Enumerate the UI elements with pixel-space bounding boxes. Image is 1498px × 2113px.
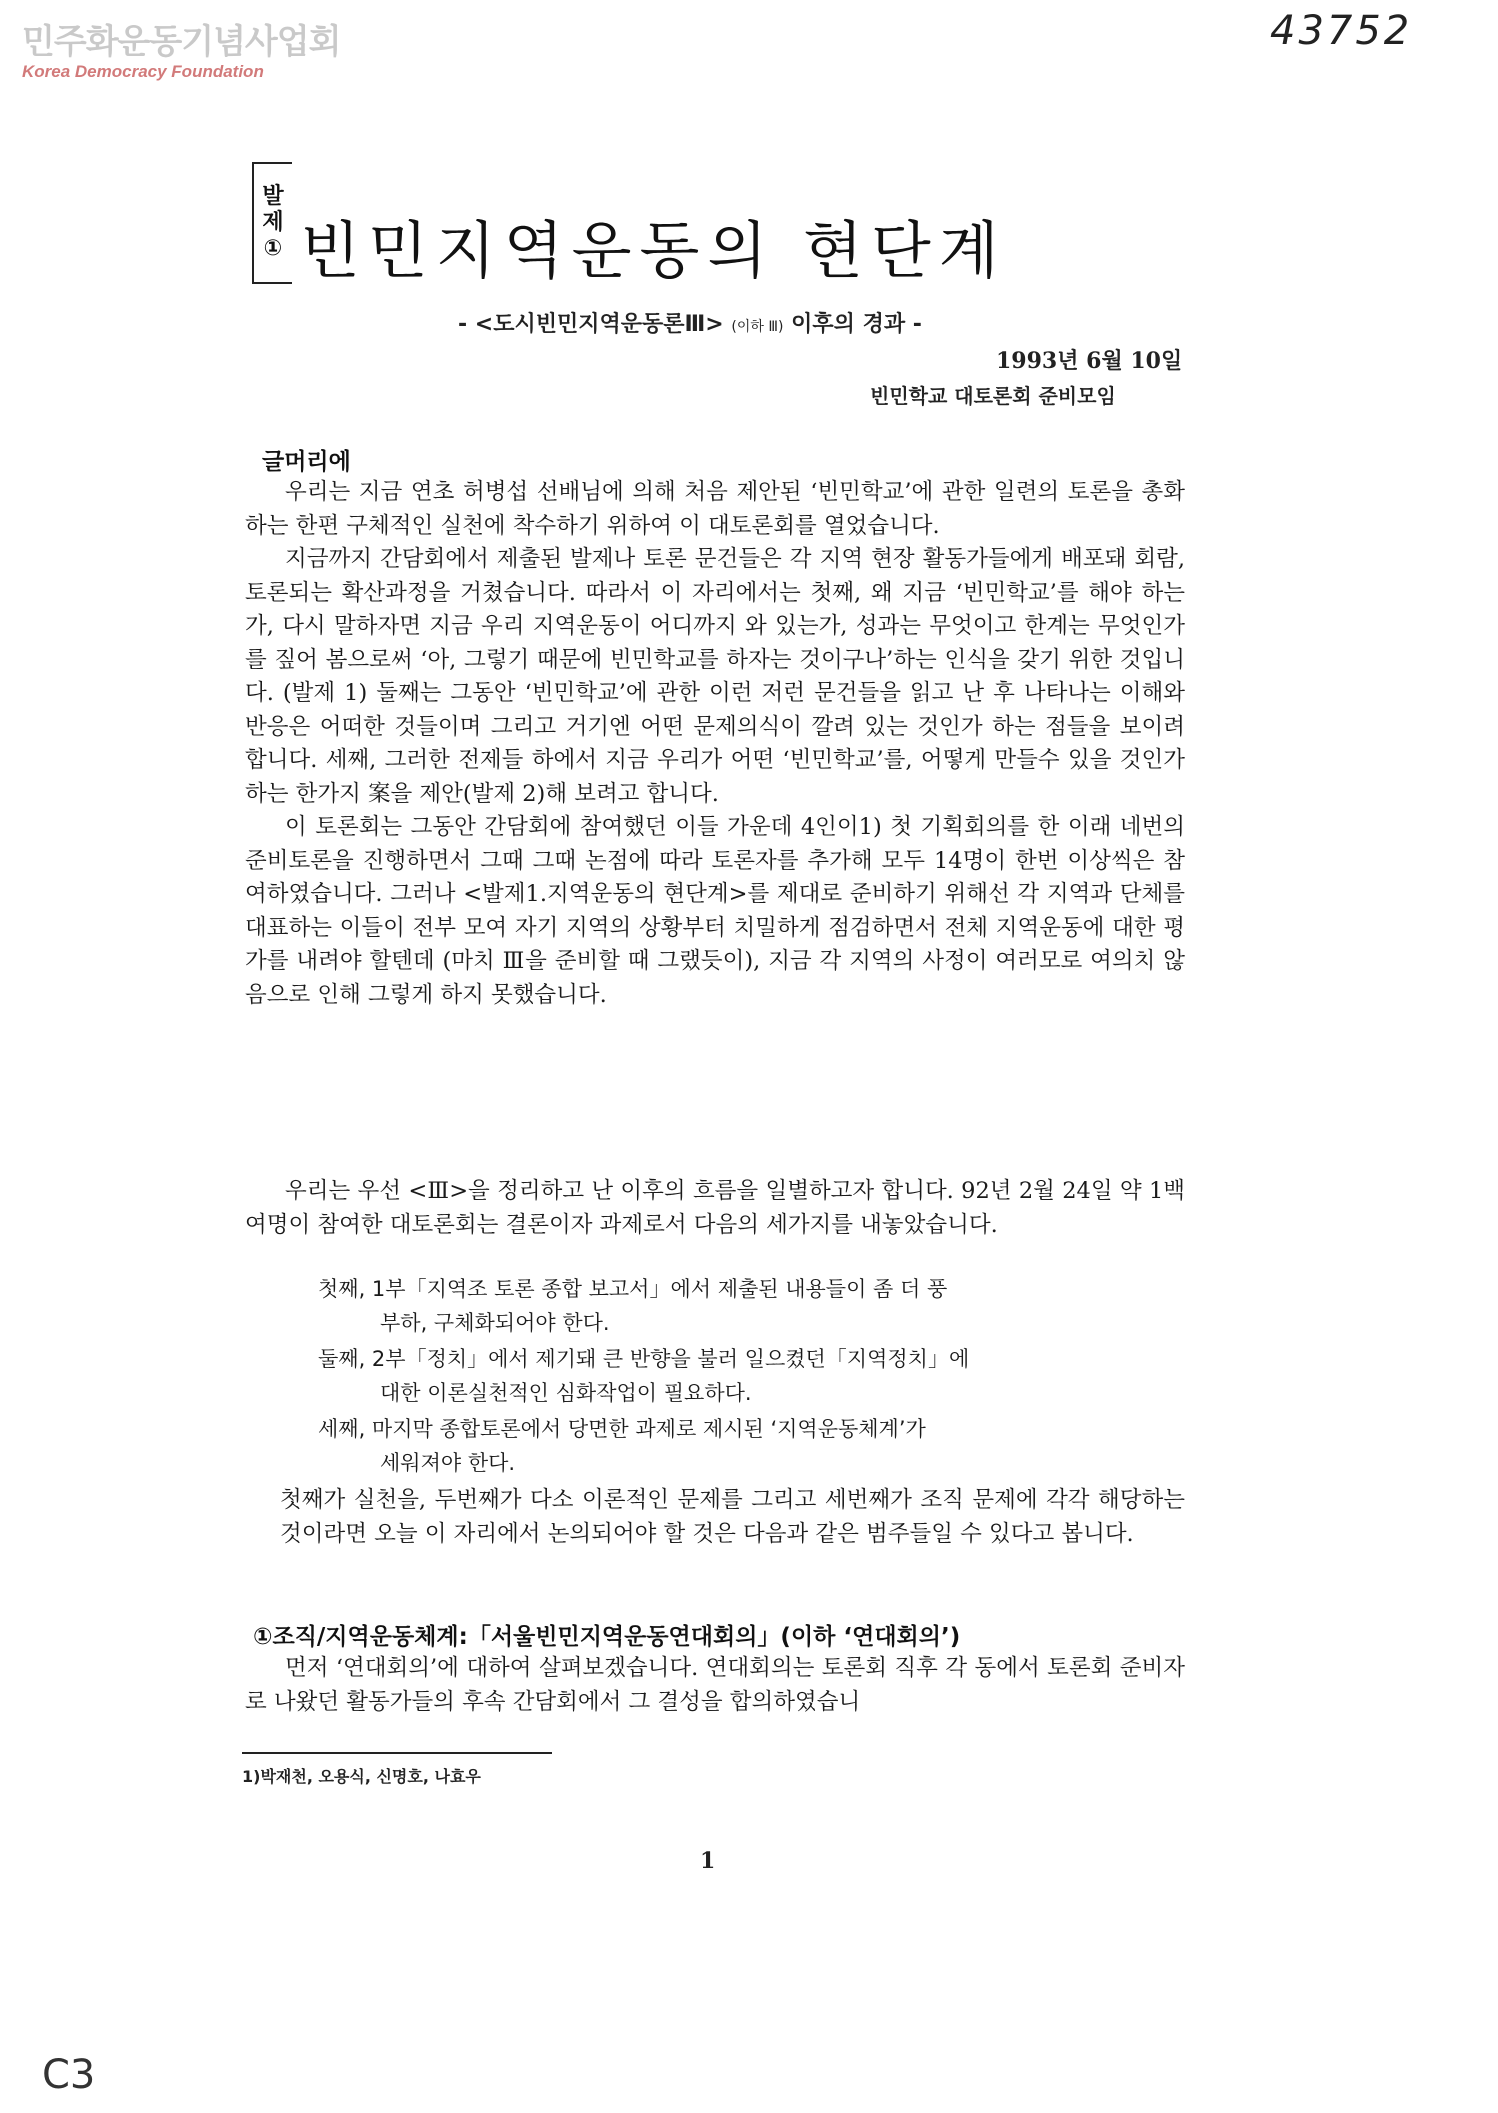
label-char: 발 [262,184,284,209]
list-item-rest: 부하, 구체화되어야 한다. [380,1311,610,1335]
paragraph: 먼저 ‘연대회의’에 대하여 살펴보겠습니다. 연대회의는 토론회 직후 각 동에서 토론회 준비자로 나왔던 활동가들의 후속 간담회에서 그 결성을 합의하였습니 [245,1655,1185,1715]
document-organization: 빈민학교 대토론회 준비모임 [870,384,1116,408]
list-item-rest: 세워져야 한다. [380,1451,516,1475]
footnote: 1)박재천, 오용식, 신명호, 나효우 [242,1767,481,1786]
section-flow-conclusion [280,1484,1185,1551]
page-number: 1 [700,1848,716,1874]
section-intro-body [245,476,1185,1012]
label-char: ① [263,236,283,261]
list-item [318,1342,1178,1410]
document-title: 빈민지역운동의 현단계 [300,214,1007,287]
section-heading-organization: ①조직/지역운동체계:「서울빈민지역운동연대회의」(이하 ‘연대회의’) [253,1624,961,1650]
subtitle-end: 이후의 경과 - [791,312,922,337]
paragraph: 이 토론회는 그동안 간담회에 참여했던 이들 가운데 4인이1) 첫 기획회의를 한 이래 네번의 준비토론을 진행하면서 그때 그때 논점에 따라 토론자를 추가해 모두 14명이 한번 이상씩은 참여하였습니다. 그러나 <발제1.지역운동의 현단계>를 제대로 준비하기 위해선 각 지역과 단체를 대표하는 이들이 전부 모여 자기 지역의 상황부터 치밀하게 점검하면서 전체 지역운동에 대한 평가를 내려야 할텐데 (마치 Ⅲ을 준비할 때 그랬듯이), 지금 각 지역의 사정이 여러모로 여의치 않음으로 인해 그렇게 하지 못했습니다. [245,814,1185,1008]
handwritten-corner-mark: C3 [42,2052,96,2098]
list-item-lead: 둘째, 2부「정치」에서 제기돼 큰 반향을 불러 일으켰던「지역정치」에 [318,1347,970,1371]
list-item-rest: 대한 이론실천적인 심화작업이 필요하다. [380,1381,752,1405]
list-item [318,1272,1178,1340]
subtitle-abbrev: (이하 Ⅲ) [731,319,784,335]
section-flow-intro [245,1175,1185,1242]
section-heading-intro: 글머리에 [262,449,351,475]
paragraph: 지금까지 간담회에서 제출된 발제나 토론 문건들은 각 지역 현장 활동가들에게 배포돼 회람, 토론되는 확산과정을 거쳤습니다. 따라서 이 자리에서는 첫째, 왜 지금 ‘빈민학교’를 해야 하는가, 다시 말하자면 지금 우리 지역운동이 어디까지 와 있는가, 성과는 무엇이고 한계는 무엇인가를 짚어 봄으로써 ‘아, 그렇기 때문에 빈민학교를 하자는 것이구나’하는 인식을 갖기 위한 것입니다. (발제 1) 둘째는 그동안 ‘빈민학교’에 관한 이런 저런 문건들을 읽고 난 후 나타나는 이해와 반응은 어떠한 것들이며 그리고 거기엔 어떤 문제의식이 깔려 있는 것인가 하는 점들을 보이려 합니다. 세째, 그러한 전제들 하에서 지금 우리가 어떤 ‘빈민학교’를, 어떻게 만들수 있을 것인가 하는 한가지 案을 제안(발제 2)해 보려고 합니다. [245,546,1185,807]
document-subtitle [458,307,922,338]
presentation-label-box [252,162,292,284]
list-item [318,1412,1178,1480]
subtitle-main: - <도시빈민지역운동론Ⅲ> [458,312,724,337]
document-date: 1993년 6월 10일 [996,348,1183,374]
paragraph: 우리는 우선 <Ⅲ>을 정리하고 난 이후의 흐름을 일별하고자 합니다. 92년 2월 24일 약 1백여명이 참여한 대토론회는 결론이자 과제로서 다음의 세가지를 내놓았습니다. [245,1178,1185,1238]
handwritten-document-number: 43752 [1270,8,1413,54]
paragraph: 우리는 지금 연초 허병섭 선배님에 의해 처음 제안된 ‘빈민학교’에 관한 일련의 토론을 총화하는 한편 구체적인 실천에 착수하기 위하여 이 대토론회를 열었습니다. [245,479,1185,539]
paragraph: 첫째가 실천을, 두번째가 다소 이론적인 문제를 그리고 세번째가 조직 문제에 각각 해당하는 것이라면 오늘 이 자리에서 논의되어야 할 것은 다음과 같은 범주들일 수 있다고 봅니다. [280,1487,1185,1547]
label-char: 제 [262,210,284,235]
list-item-lead: 세째, 마지막 종합토론에서 당면한 과제로 제시된 ‘지역운동체계’가 [318,1417,926,1441]
section-organization-body [245,1652,1185,1719]
foundation-logo-english: Korea Democracy Foundation [22,62,264,81]
footnote-divider [242,1752,552,1754]
foundation-logo-korean: 민주화운동기념사업회 [22,22,341,62]
list-item-lead: 첫째, 1부「지역조 토론 종합 보고서」에서 제출된 내용들이 좀 더 풍 [318,1277,948,1301]
